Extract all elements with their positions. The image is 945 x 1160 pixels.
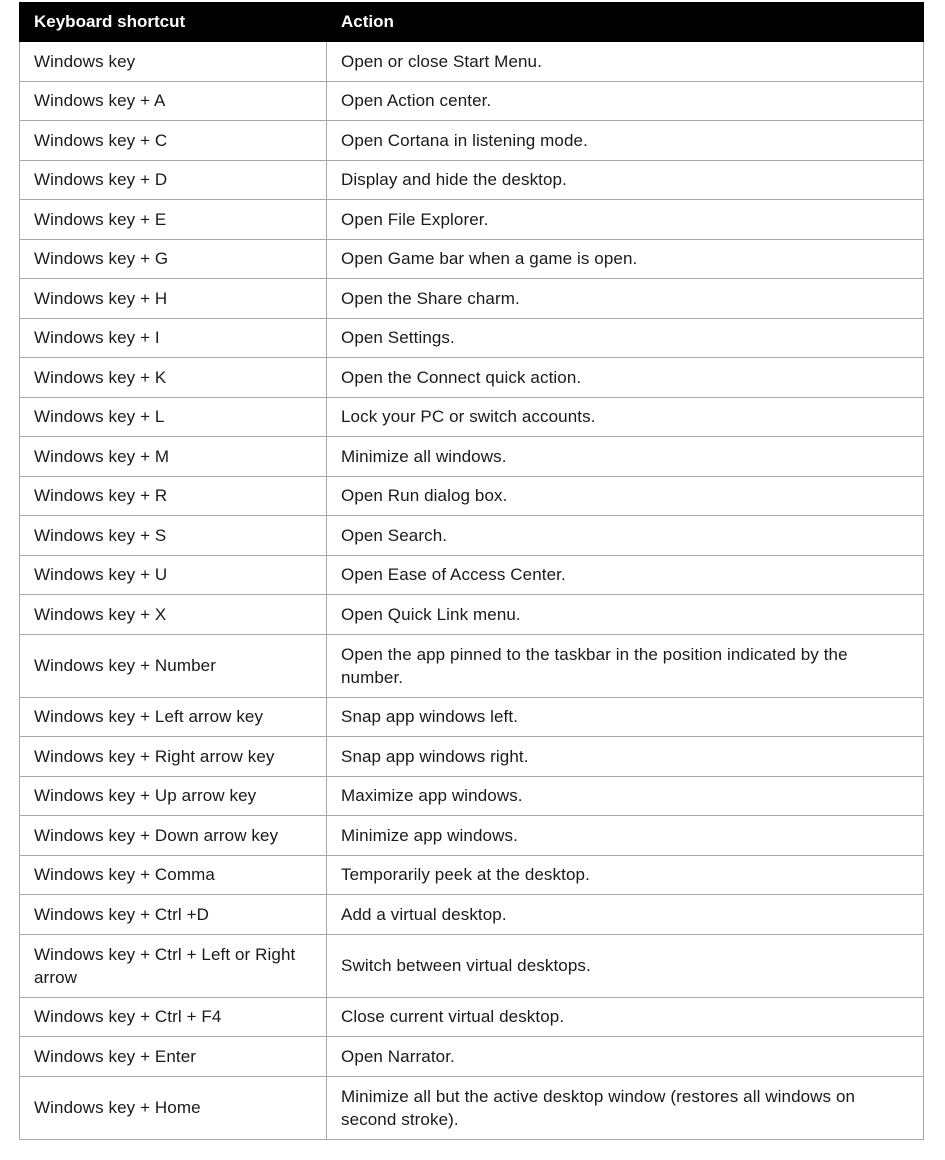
shortcut-cell: Windows key + R (20, 476, 327, 516)
table-row (20, 239, 924, 279)
action-cell: Minimize all but the active desktop window (restores all windows on second stroke). (327, 1076, 924, 1139)
action-cell: Open Quick Link menu. (327, 595, 924, 635)
action-cell: Open File Explorer. (327, 200, 924, 240)
shortcut-cell: Windows key + E (20, 200, 327, 240)
table-row (20, 997, 924, 1037)
table-row (20, 934, 924, 997)
action-cell: Open Ease of Access Center. (327, 555, 924, 595)
table-row (20, 81, 924, 121)
action-cell: Open Run dialog box. (327, 476, 924, 516)
header-action: Action (327, 3, 924, 42)
action-cell: Maximize app windows. (327, 776, 924, 816)
shortcut-cell: Windows key + Down arrow key (20, 816, 327, 856)
action-cell: Open Action center. (327, 81, 924, 121)
action-cell: Switch between virtual desktops. (327, 934, 924, 997)
table-row (20, 555, 924, 595)
shortcut-cell: Windows key + Comma (20, 855, 327, 895)
action-cell: Open or close Start Menu. (327, 42, 924, 82)
action-cell: Minimize app windows. (327, 816, 924, 856)
table-row (20, 595, 924, 635)
table-row (20, 121, 924, 161)
shortcut-cell: Windows key + Left arrow key (20, 697, 327, 737)
keyboard-shortcut-table (19, 2, 924, 1140)
action-cell: Open Settings. (327, 318, 924, 358)
action-cell: Open Search. (327, 516, 924, 556)
shortcut-cell: Windows key + U (20, 555, 327, 595)
table-row (20, 42, 924, 82)
shortcut-cell: Windows key + M (20, 437, 327, 477)
table-header (20, 3, 924, 42)
shortcut-cell: Windows key + Up arrow key (20, 776, 327, 816)
action-cell: Close current virtual desktop. (327, 997, 924, 1037)
shortcut-cell: Windows key + H (20, 279, 327, 319)
shortcut-cell: Windows key + X (20, 595, 327, 635)
table-row (20, 1076, 924, 1139)
table-body (20, 42, 924, 1140)
shortcut-cell: Windows key + Home (20, 1076, 327, 1139)
shortcut-cell: Windows key + I (20, 318, 327, 358)
action-cell: Open Cortana in listening mode. (327, 121, 924, 161)
table-row (20, 1037, 924, 1077)
action-cell: Temporarily peek at the desktop. (327, 855, 924, 895)
shortcut-cell: Windows key + Right arrow key (20, 737, 327, 777)
action-cell: Minimize all windows. (327, 437, 924, 477)
action-cell: Open Narrator. (327, 1037, 924, 1077)
table-row (20, 358, 924, 398)
action-cell: Lock your PC or switch accounts. (327, 397, 924, 437)
shortcut-cell: Windows key + D (20, 160, 327, 200)
shortcut-cell: Windows key + Enter (20, 1037, 327, 1077)
shortcut-cell: Windows key + A (20, 81, 327, 121)
table-row (20, 318, 924, 358)
shortcut-cell: Windows key + Ctrl +D (20, 895, 327, 935)
action-cell: Snap app windows left. (327, 697, 924, 737)
table-row (20, 776, 924, 816)
table-row (20, 697, 924, 737)
table-row (20, 855, 924, 895)
shortcut-cell: Windows key + Ctrl + Left or Right arrow (20, 934, 327, 997)
shortcut-cell: Windows key + Number (20, 634, 327, 697)
action-cell: Open the Connect quick action. (327, 358, 924, 398)
header-keyboard-shortcut: Keyboard shortcut (20, 3, 327, 42)
table-row (20, 476, 924, 516)
table-row (20, 200, 924, 240)
table-row (20, 160, 924, 200)
table-row (20, 634, 924, 697)
shortcut-cell: Windows key + C (20, 121, 327, 161)
shortcut-cell: Windows key + S (20, 516, 327, 556)
action-cell: Open Game bar when a game is open. (327, 239, 924, 279)
shortcut-cell: Windows key + L (20, 397, 327, 437)
shortcut-cell: Windows key (20, 42, 327, 82)
table-row (20, 516, 924, 556)
action-cell: Add a virtual desktop. (327, 895, 924, 935)
table-row (20, 816, 924, 856)
table-row (20, 397, 924, 437)
table-row (20, 437, 924, 477)
shortcut-table-container (19, 2, 923, 1140)
action-cell: Display and hide the desktop. (327, 160, 924, 200)
header-row (20, 3, 924, 42)
action-cell: Open the app pinned to the taskbar in the position indicated by the number. (327, 634, 924, 697)
action-cell: Open the Share charm. (327, 279, 924, 319)
table-row (20, 279, 924, 319)
table-row (20, 737, 924, 777)
shortcut-cell: Windows key + G (20, 239, 327, 279)
table-row (20, 895, 924, 935)
shortcut-cell: Windows key + K (20, 358, 327, 398)
action-cell: Snap app windows right. (327, 737, 924, 777)
shortcut-cell: Windows key + Ctrl + F4 (20, 997, 327, 1037)
